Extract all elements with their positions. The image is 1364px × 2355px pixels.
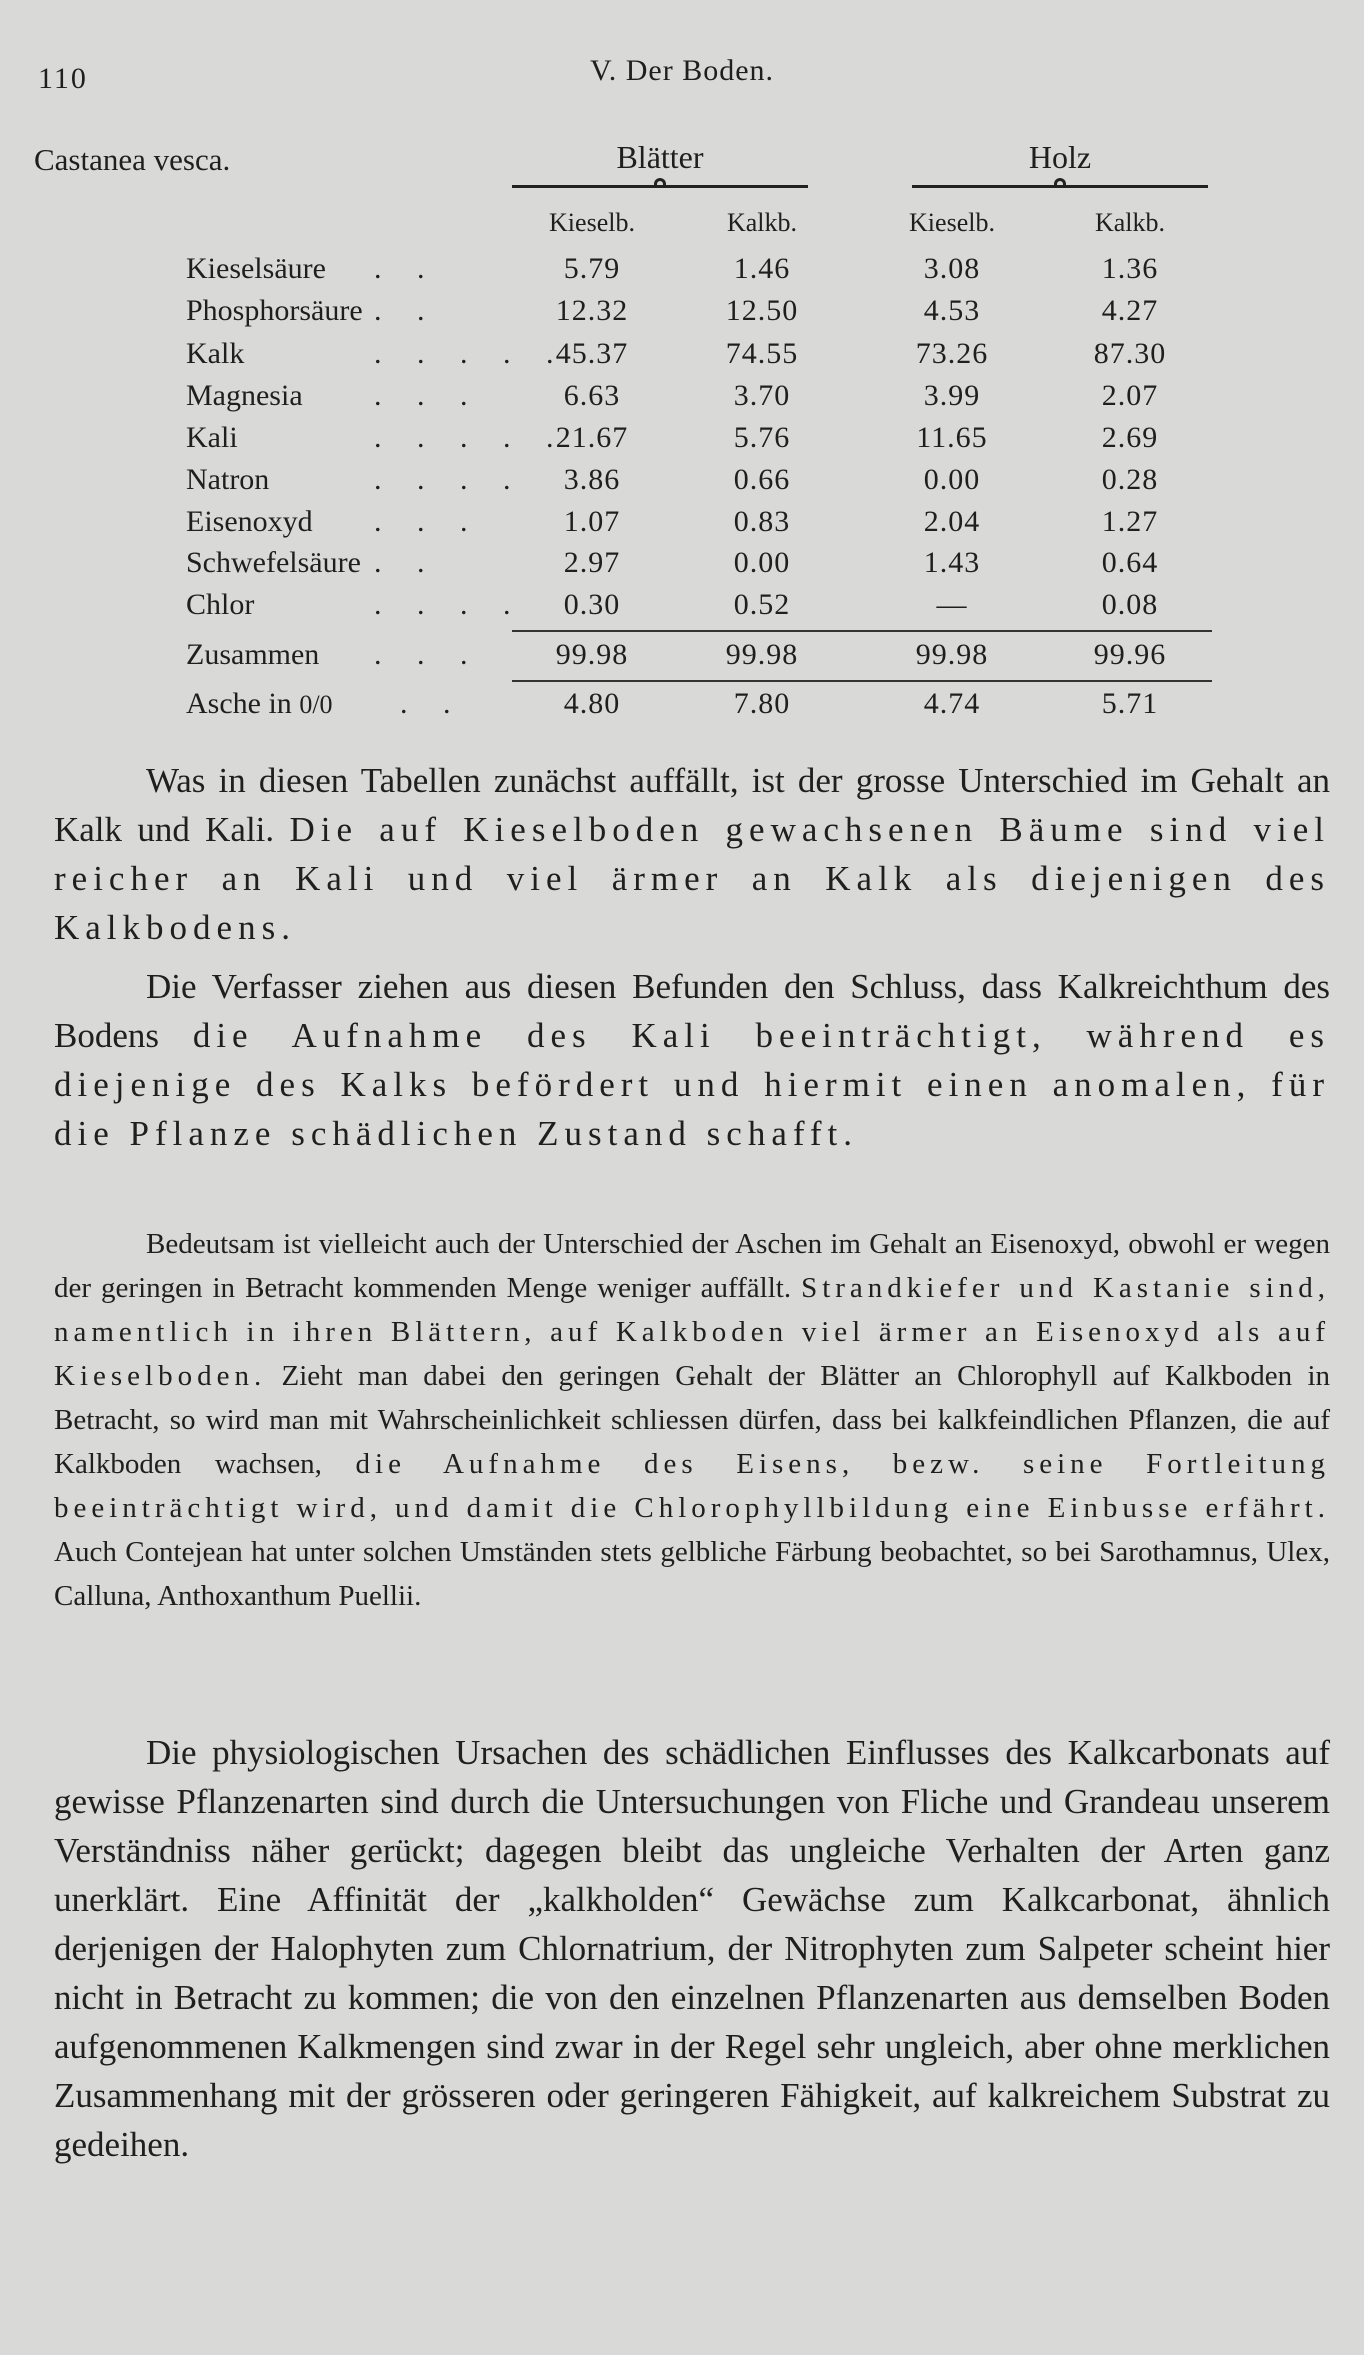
spaced-emphasis: Strandkiefer und Kastanie sind, namentlich in ihren Blättern, auf Kalkboden viel ärmer an Eisenoxyd als auf Kieselboden. [54, 1272, 1330, 1392]
cell-value: 99.98 [915, 638, 989, 671]
cell-value: 7.80 [733, 687, 791, 720]
row-label: Asche in 0/0 [186, 687, 333, 720]
running-head: V. Der Boden. [589, 54, 775, 87]
cell-value: 87.30 [1093, 337, 1167, 370]
table-row [0, 294, 1364, 334]
table-row [0, 379, 1364, 419]
cell-value: 1.27 [1101, 505, 1159, 538]
cell-value: 4.27 [1101, 294, 1159, 327]
cell-value: 5.76 [733, 421, 791, 454]
cell-value: 4.80 [563, 687, 621, 720]
sum-rule [512, 680, 1212, 682]
row-label: Natron [186, 463, 270, 496]
cell-value: 0.83 [733, 505, 791, 538]
row-leader-dots: . . . [374, 505, 482, 538]
cell-value: 3.99 [923, 379, 981, 412]
col-header-blaetter-kieselb: Kieselb. [549, 208, 635, 237]
brace-holz [912, 185, 1208, 198]
cell-value: 5.71 [1101, 687, 1159, 720]
row-label: Eisenoxyd [186, 505, 313, 538]
cell-value: 0.52 [733, 588, 791, 621]
table-row [0, 505, 1364, 545]
row-label: Kali [186, 421, 238, 454]
brace-blaetter [512, 185, 808, 198]
table-row-ash [0, 687, 1364, 727]
table-row [0, 546, 1364, 586]
table-row-total [0, 638, 1364, 678]
cell-value: 0.28 [1101, 463, 1159, 496]
table-row [0, 337, 1364, 377]
table-species: Castanea vesca. [34, 142, 231, 177]
cell-value: 4.53 [923, 294, 981, 327]
spaced-emphasis: die Aufnahme des Eisens, bezw. seine Fortleitung beeinträchtigt wird, und damit die Chlorophyllbildung eine Einbusse erfährt. [54, 1448, 1331, 1524]
row-label: Chlor [186, 588, 255, 621]
group-header-blaetter: Blätter [616, 139, 704, 175]
cell-value: 73.26 [915, 337, 989, 370]
cell-value: 11.65 [916, 421, 988, 454]
cell-value: 0.30 [563, 588, 621, 621]
table-row [0, 252, 1364, 292]
col-header-holz-kieselb: Kieselb. [909, 208, 995, 237]
row-leader-dots: . . [400, 687, 465, 720]
cell-value: 2.04 [923, 505, 981, 538]
percent-sign: 0/0 [299, 690, 333, 719]
cell-value: 5.79 [563, 252, 621, 285]
row-leader-dots: . . [374, 252, 439, 285]
paragraph: Die physiologischen Ursachen des schädlichen Einflusses des Kalkcarbonats auf gewisse Pflanzenarten sind durch die Untersuchungen von Fliche und Grandeau unserem Verständniss näher gerückt; dagegen bleibt das ungleiche Verhalten der Arten ganz unerklärt. Eine Affinität der „kalkholden“ Gewächse zum Kalkcarbonat, ähnlich derjenigen der Halophyten zum Chlornatrium, der Nitrophyten zum Salpeter scheint hier nicht in Betracht zu kommen; die von den einzelnen Pflanzenarten aus demselben Boden aufgenommenen Kalkmengen sind zwar in der Regel sehr ungleich, aber ohne merklichen Zusammenhang mit der grösseren oder geringeren Fähigkeit, auf kalkreichem Substrat zu gedeihen. [54, 1733, 1330, 2164]
row-leader-dots: . . . . [374, 463, 525, 496]
cell-value: 0.00 [733, 546, 791, 579]
page-number: 110 [38, 62, 88, 95]
cell-value: 2.07 [1101, 379, 1159, 412]
row-leader-dots: . . [374, 546, 439, 579]
cell-value: 0.64 [1101, 546, 1159, 579]
cell-value: 3.86 [563, 463, 621, 496]
row-label: Zusammen [186, 638, 320, 671]
cell-value: 6.63 [563, 379, 621, 412]
cell-value: 99.96 [1093, 638, 1167, 671]
paragraph: Die Verfasser ziehen aus diesen Befunden den Schluss, dass Kalkreichthum des Bodens die Aufnahme des Kali beeinträchtigt, während es diejenige des Kalks befördert und hiermit einen anomalen, für die Pflanze schädlichen Zustand schafft. [54, 967, 1331, 1153]
row-leader-dots: . . [374, 294, 439, 327]
cell-value: 12.50 [725, 294, 799, 327]
table-row [0, 463, 1364, 503]
cell-value: 12.32 [555, 294, 629, 327]
cell-value: 0.08 [1101, 588, 1159, 621]
cell-value: 3.08 [923, 252, 981, 285]
cell-value: 1.36 [1101, 252, 1159, 285]
sum-rule [512, 630, 1212, 632]
cell-value: 0.66 [733, 463, 791, 496]
row-label: Schwefelsäure [186, 546, 361, 579]
group-header-holz: Holz [1028, 139, 1092, 175]
cell-value: — [936, 588, 968, 621]
cell-value: 1.46 [733, 252, 791, 285]
cell-value: 1.43 [923, 546, 981, 579]
paragraph: Was in diesen Tabellen zunächst auffällt, ist der grosse Unterschied im Gehalt an Kalk und Kali. Die auf Kieselboden gewachsenen Bäume sind viel reicher an Kali und viel ärmer an Kalk als diejenigen des Kalkbodens. [54, 761, 1331, 947]
row-label: Kalk [186, 337, 245, 370]
col-header-blaetter-kalkb: Kalkb. [726, 208, 798, 237]
table-row [0, 588, 1364, 628]
cell-value: 4.74 [923, 687, 981, 720]
spaced-emphasis: die Aufnahme des Kali beeinträchtigt, während es diejenige des Kalks befördert und hiermit einen anomalen, für die Pflanze schädlichen Zustand schafft. [54, 1016, 1331, 1153]
row-leader-dots: . . . . [374, 588, 525, 621]
col-header-holz-kalkb: Kalkb. [1094, 208, 1166, 237]
table-row [0, 421, 1364, 461]
cell-value: 45.37 [555, 337, 629, 370]
cell-value: 74.55 [725, 337, 799, 370]
row-leader-dots: . . . [374, 379, 482, 412]
spaced-emphasis: Die auf Kieselboden gewachsenen Bäume sind viel reicher an Kali und viel ärmer an Kalk als diejenigen des Kalkbodens. [54, 810, 1331, 947]
row-leader-dots: . . . . . [374, 421, 568, 454]
row-leader-dots: . . . . . [374, 337, 568, 370]
cell-value: 99.98 [725, 638, 799, 671]
cell-value: 0.00 [923, 463, 981, 496]
cell-value: 3.70 [733, 379, 791, 412]
cell-value: 99.98 [555, 638, 629, 671]
paragraph-small: Bedeutsam ist vielleicht auch der Unterschied der Aschen im Gehalt an Eisenoxyd, obwohl er wegen der geringen in Betracht kommenden Menge weniger auffällt. Strandkiefer und Kastanie sind, namentlich in ihren Blättern, auf Kalkboden viel ärmer an Eisenoxyd als auf Kieselboden. Zieht man dabei den geringen Gehalt der Blätter an Chlorophyll auf Kalkboden in Betracht, so wird man mit Wahrscheinlichkeit schliessen dürfen, dass bei kalkfeindlichen Pflanzen, die auf Kalkboden wachsen, die Aufnahme des Eisens, bezw. seine Fortleitung beeinträchtigt wird, und damit die Chlorophyllbildung eine Einbusse erfährt. Auch Contejean hat unter solchen Umständen stets gelbliche Färbung beobachtet, so bei Sarothamnus, Ulex, Calluna, Anthoxanthum Puellii. [54, 1228, 1331, 1612]
cell-value: 21.67 [555, 421, 629, 454]
cell-value: 2.69 [1101, 421, 1159, 454]
row-label: Phosphorsäure [186, 294, 363, 327]
row-leader-dots: . . . [374, 638, 482, 671]
cell-value: 2.97 [563, 546, 621, 579]
cell-value: 1.07 [563, 505, 621, 538]
row-label: Magnesia [186, 379, 303, 412]
row-label: Kieselsäure [186, 252, 326, 285]
